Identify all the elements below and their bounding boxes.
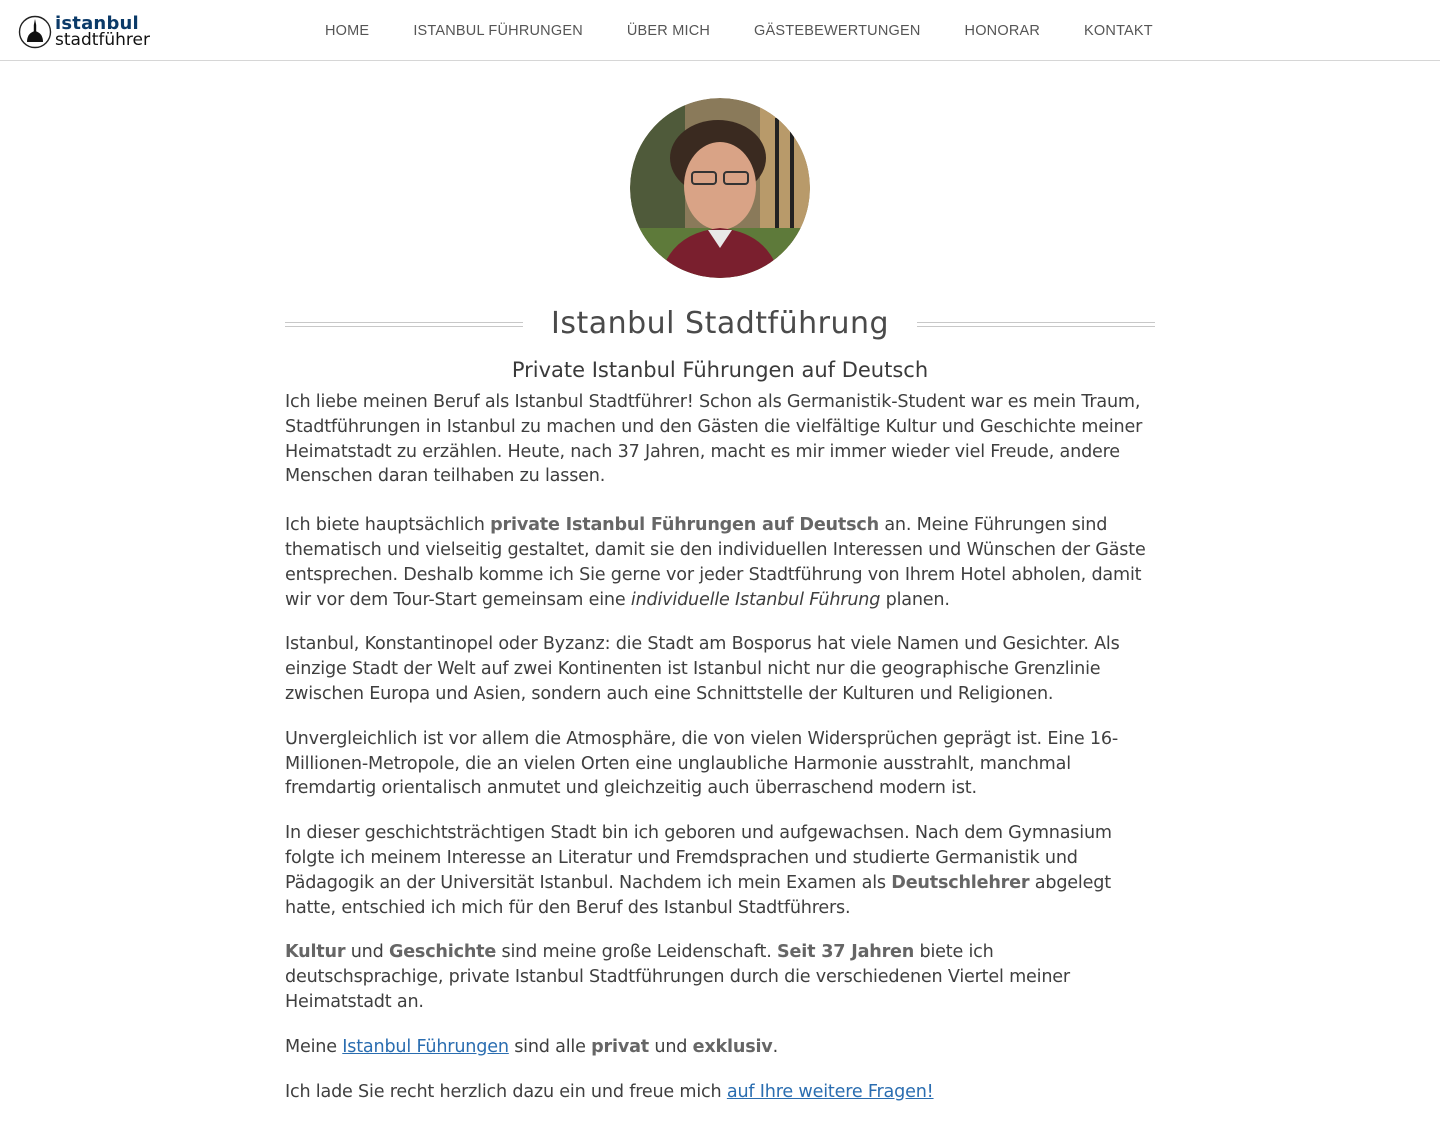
page-title: Istanbul Stadtführung bbox=[550, 306, 890, 341]
bold-text: Geschichte bbox=[388, 942, 497, 963]
menu-item-istanbul-fuehrungen[interactable]: ISTANBUL FÜHRUNGEN bbox=[413, 23, 583, 39]
text-segment: . bbox=[772, 1036, 778, 1057]
navbar bbox=[0, 0, 1440, 61]
istanbul-fuehrungen-link[interactable]: Istanbul Führungen bbox=[342, 1036, 509, 1057]
bold-text: Seit 37 Jahren bbox=[777, 942, 915, 963]
site-logo[interactable] bbox=[18, 14, 150, 50]
text-segment: sind meine große Leidenschaft. bbox=[496, 942, 778, 963]
intro-paragraph: Ich liebe meinen Beruf als Istanbul Stadtführer! Schon als Germanistik-Student war es mein Traum, Stadtführungen in Istanbul zu machen und den Gästen die vielfältige Kultur und Geschichte meiner Heimatstadt zu erzählen. Heute, nach 37 Jahren, macht es mir immer wieder viel Freude, andere Menschen daran teilhaben zu lassen. bbox=[285, 392, 1143, 487]
fragen-link[interactable]: auf Ihre weitere Fragen! bbox=[726, 1081, 934, 1102]
text-segment: biete ich deutschsprachige, private Istanbul Stadtführungen durch die verschiedenen Viertel meiner Heimatstadt an. bbox=[285, 942, 1070, 1012]
text-segment: und bbox=[345, 942, 389, 963]
main-content bbox=[285, 98, 1155, 1124]
menu-item-ueber-mich[interactable]: ÜBER MICH bbox=[626, 23, 711, 39]
text-segment: Meine bbox=[285, 1036, 343, 1057]
invitation-paragraph bbox=[285, 1080, 1155, 1105]
guide-portrait-avatar bbox=[630, 98, 810, 278]
text-segment: sind alle bbox=[508, 1036, 592, 1057]
services-paragraph bbox=[285, 513, 1155, 612]
city-paragraph: Istanbul, Konstantinopel oder Byzanz: die Stadt am Bosporus hat viele Namen und Gesichter. Als einzige Stadt der Welt auf zwei Kontinenten ist Istanbul nicht nur die geographische Grenzlinie zwischen Europa und Asien, sondern auch eine Schnittstelle der Kulturen und Religionen. bbox=[285, 634, 1120, 704]
title-row bbox=[285, 296, 1155, 352]
text-segment: In dieser geschichtsträchtigen Stadt bin ich geboren und aufgewachsen. Nach dem Gymnasium folgte ich meinem Interesse an Literatur und Fremdsprachen und studierte Germanistik und Pädagogik an der Universität Istanbul. Nachdem ich mein Examen als bbox=[285, 823, 1112, 893]
mosque-logo-icon bbox=[18, 15, 52, 49]
biography-paragraph bbox=[285, 821, 1155, 920]
passion-paragraph bbox=[285, 940, 1155, 1014]
text-segment: Ich lade Sie recht herzlich dazu ein und freue mich bbox=[285, 1081, 727, 1102]
text-segment: Ich biete hauptsächlich bbox=[285, 515, 491, 536]
menu-item-home[interactable]: HOME bbox=[325, 23, 370, 39]
tours-paragraph bbox=[285, 1035, 1155, 1060]
logo-line-2: stadtführer bbox=[55, 30, 150, 50]
text-segment: abgelegt hatte, entschied ich mich für den Beruf des Istanbul Stadtführers. bbox=[285, 872, 1111, 918]
avatar-container bbox=[285, 98, 1155, 278]
text-segment: planen. bbox=[880, 589, 950, 610]
logo-line-1: istanbul bbox=[55, 13, 139, 34]
bold-text: Deutschlehrer bbox=[891, 872, 1030, 893]
text-segment: und bbox=[649, 1036, 693, 1057]
menu-item-kontakt[interactable]: KONTAKT bbox=[1084, 23, 1153, 39]
bold-text: privat bbox=[591, 1036, 649, 1057]
menu-item-honorar[interactable]: HONORAR bbox=[964, 23, 1041, 39]
bold-text: private Istanbul Führungen auf Deutsch bbox=[490, 515, 879, 536]
italic-text: individuelle Istanbul Führung bbox=[630, 589, 881, 610]
title-rule-right bbox=[917, 322, 1155, 327]
text-segment: an. Meine Führungen sind thematisch und vielseitig gestaltet, damit sie den individuellen Interessen und Wünschen der Gäste entsprechen. Deshalb komme ich Sie gerne vor jeder Stadtführung von Ihrem Hotel abholen, damit wir vor dem Tour-Start gemeinsam eine bbox=[285, 515, 1146, 610]
bold-text: exklusiv bbox=[692, 1036, 773, 1057]
logo-text bbox=[55, 15, 150, 49]
atmosphere-paragraph: Unvergleichlich ist vor allem die Atmosphäre, die von vielen Widersprüchen geprägt ist. Eine 16-Millionen-Metropole, die an vielen Orten eine unglaubliche Harmonie ausstrahlt, manchmal fremdartig orientalisch anmutet und gleichzeitig auch überraschend modern ist. bbox=[285, 728, 1119, 799]
bold-text: Kultur bbox=[285, 942, 346, 963]
main-menu bbox=[303, 0, 1175, 61]
menu-item-gaestebewertungen[interactable]: GÄSTEBEWERTUNGEN bbox=[754, 23, 921, 39]
page-subtitle: Private Istanbul Führungen auf Deutsch bbox=[511, 358, 929, 382]
